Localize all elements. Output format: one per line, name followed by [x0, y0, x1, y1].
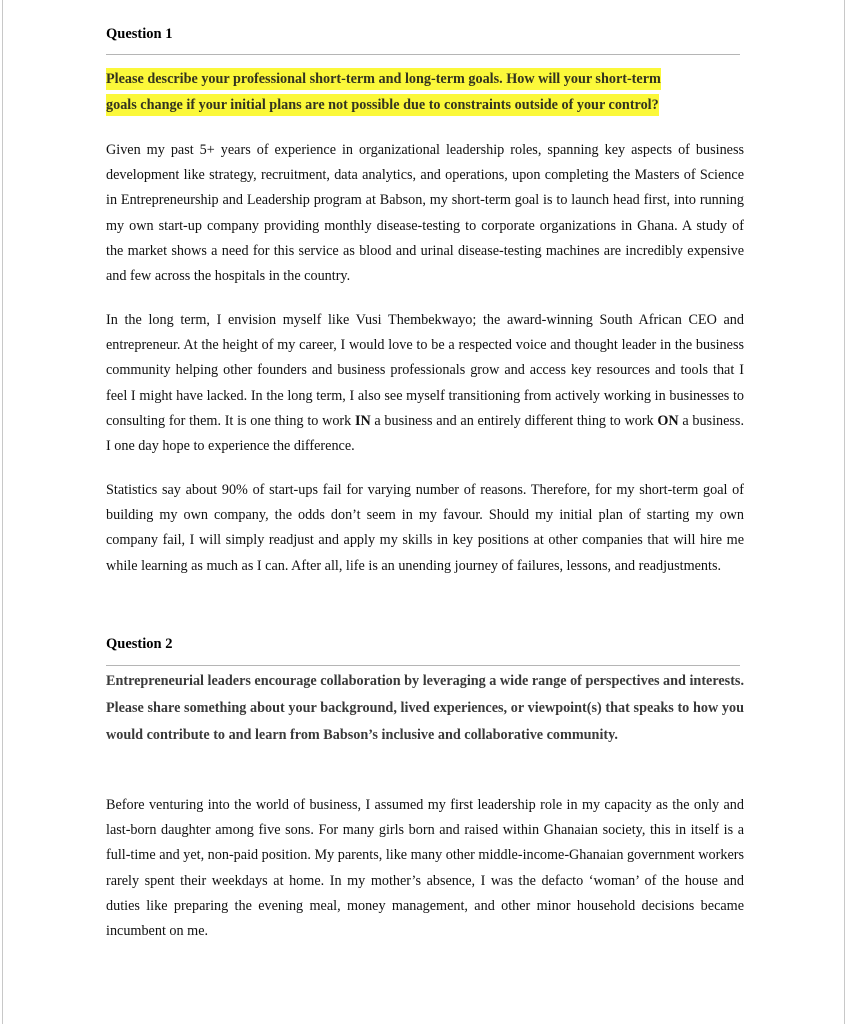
- emphasis-in: IN: [354, 412, 371, 429]
- question-1-paragraph-2: [106, 308, 744, 459]
- question-1-paragraph-3: Statistics say about 90% of start-ups fail for varying number of reasons. Therefore, for my short-term goal of building my own company, the odds don’t seem in my favour. Should my initial plan of starting my own company fail, I will simply readjust and apply my skills in key positions at other companies that will hire me while learning as much as I can. After all, life is an unending journey of failures, lessons, and readjustments.: [106, 482, 744, 574]
- question-1-heading: Question 1: [106, 26, 173, 42]
- document-page: [2, 0, 845, 1024]
- question-2-heading: Question 2: [106, 636, 173, 652]
- question-2-prompt: Entrepreneurial leaders encourage collaboration by leveraging a wide range of perspectives and interests. Please share something about your background, lived experiences, or viewpoint(s) that speaks to how you would contribute to and learn from Babson’s inclusive and collaborative community.: [106, 673, 744, 743]
- question-1-prompt-line-1: Please describe your professional short-term and long-term goals. How will your short-term: [106, 68, 661, 90]
- paragraph-2-text-c: a business. I one day hope to experience the difference.: [106, 412, 744, 455]
- emphasis-on: ON: [657, 412, 679, 429]
- question-1-paragraph-1: Given my past 5+ years of experience in organizational leadership roles, spanning key aspects of business development like strategy, recruitment, data analytics, and operations, upon completing the Masters of Science in Entrepreneurship and Leadership program at Babson, my short-term goal is to launch head first, into running my own start-up company providing monthly disease-testing to corporate organizations in Ghana. A study of the market shows a need for this service as blood and urinal disease-testing machines are incredibly expensive and few across the hospitals in the country.: [106, 142, 744, 285]
- paragraph-2-text-a: In the long term, I envision myself like Vusi Thembekwayo; the award-winning South African CEO and entrepreneur. At the height of my career, I would love to be a respected voice and thought leader in the business community helping other founders and business professionals grow and access key resources and tools that I feel I might have lacked. In the long term, I also see myself transitioning from actively working in businesses to consulting for them. It is one thing to work: [106, 312, 744, 429]
- question-1-divider: [106, 54, 740, 55]
- question-2-divider: [106, 665, 740, 666]
- question-1-prompt: [106, 66, 746, 118]
- paragraph-2-text-b: a business and an entirely different thing to work: [370, 412, 658, 429]
- question-1-prompt-line-2: goals change if your initial plans are not possible due to constraints outside of your control?: [106, 94, 659, 116]
- question-2-paragraph-1: Before venturing into the world of business, I assumed my first leadership role in my capacity as the only and last-born daughter among five sons. For many girls born and raised within Ghanaian society, this in itself is a full-time and yet, non-paid position. My parents, like many other middle-income-Ghanaian government workers rarely spent their weekdays at home. In my mother’s absence, I was the defacto ‘woman’ of the house and duties like preparing the evening meal, money management, and other minor household decisions became incumbent on me.: [106, 797, 744, 940]
